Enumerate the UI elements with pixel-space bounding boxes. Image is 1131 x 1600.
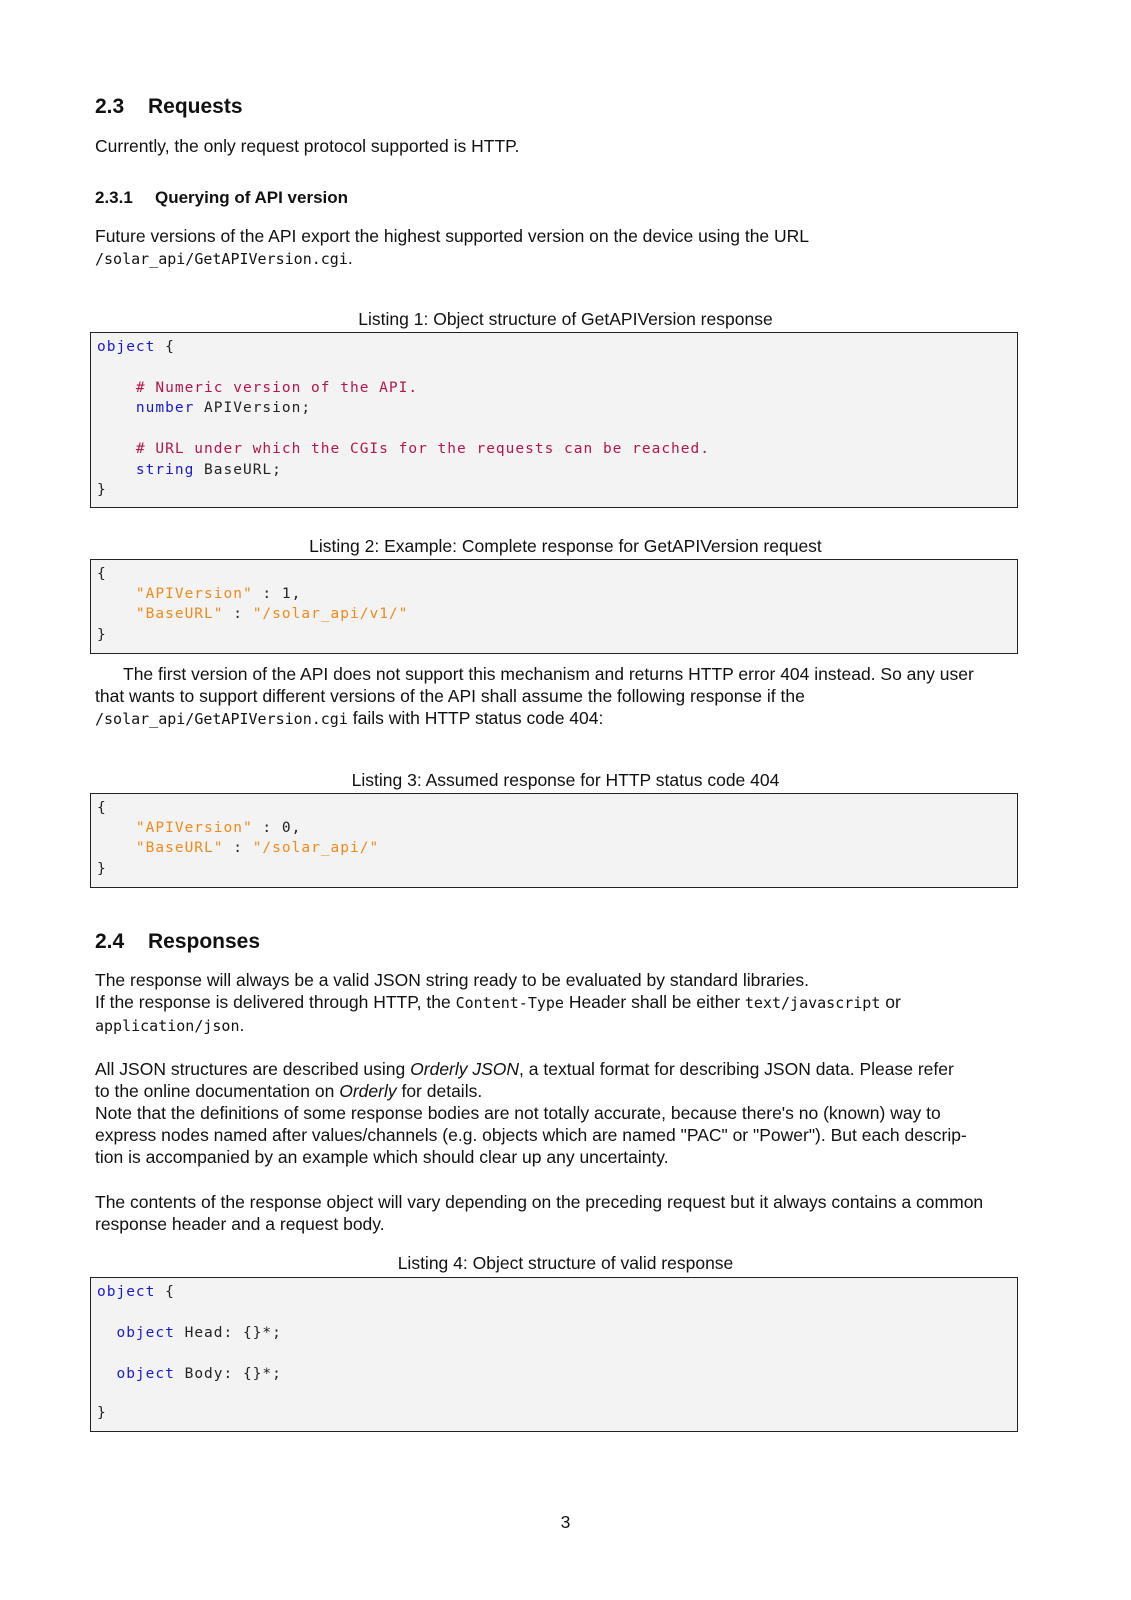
inline-code-application-json: application/json (95, 1017, 240, 1035)
section-heading-2-4 (95, 930, 260, 954)
emphasis-orderly-json: Orderly JSON (410, 1059, 520, 1079)
section-number: 2.3 (95, 95, 125, 118)
section-heading-2-3-1 (95, 188, 348, 208)
json-separator: : (223, 840, 253, 856)
paragraph-line (95, 991, 1020, 1014)
code-keyword: object (116, 1366, 175, 1382)
json-key: "BaseURL" (135, 840, 224, 856)
paragraph-line (95, 247, 809, 270)
responses-paragraph-1 (95, 969, 1020, 1037)
inline-code-url: /solar_api/GetAPIVersion.cgi (95, 710, 348, 728)
json-string-value: "/solar_api/v1/" (252, 606, 409, 622)
api-version-paragraph (95, 225, 809, 270)
responses-paragraph-3 (95, 1191, 1020, 1235)
page-number: 3 (560, 1512, 571, 1532)
inline-code-content-type: Content-Type (455, 994, 564, 1012)
code-keyword: object (116, 1325, 175, 1341)
paragraph-text: for details. (396, 1081, 483, 1101)
listing-4-caption: Listing 4: Object structure of valid response (397, 1253, 734, 1273)
paragraph-text: If the response is delivered through HTTP, the (95, 992, 456, 1012)
paragraph-text: , a textual format for describing JSON data. Please refer (519, 1059, 954, 1079)
code-indent (97, 586, 136, 602)
subsection-title: Querying of API version (155, 188, 349, 207)
code-keyword: object (97, 339, 156, 355)
code-text: Body: {}*; (174, 1366, 282, 1382)
listing-1-caption: Listing 1: Object structure of GetAPIVersion response (358, 309, 773, 329)
fallback-paragraph (95, 663, 1020, 730)
listing-2-caption: Listing 2: Example: Complete response for GetAPIVersion request (309, 536, 822, 556)
paragraph-line (95, 1014, 1020, 1037)
code-indent (97, 400, 136, 416)
json-key: "APIVersion" (135, 586, 253, 602)
code-indent (97, 606, 136, 622)
code-keyword: number (135, 400, 195, 416)
json-separator: : (223, 606, 253, 622)
paragraph-text: fails with HTTP status code 404: (347, 708, 604, 728)
emphasis-orderly: Orderly (339, 1081, 397, 1101)
code-indent (97, 820, 136, 836)
paragraph-line (95, 1058, 1020, 1080)
code-indent (97, 840, 136, 856)
code-text: { (155, 1284, 175, 1300)
json-string-value: "/solar_api/" (252, 840, 380, 856)
json-key: "APIVersion" (135, 820, 253, 836)
responses-paragraph-2 (95, 1058, 1020, 1168)
code-text: Head: {}*; (174, 1325, 282, 1341)
code-comment: # URL under which the CGIs for the requests can be reached. (97, 441, 710, 457)
paragraph-line: The first version of the API does not support this mechanism and returns HTTP error 404 instead. So any user (123, 664, 974, 684)
code-line (97, 339, 175, 355)
section-title: Responses (148, 930, 261, 953)
code-line: } (97, 627, 107, 643)
requests-intro: Currently, the only request protocol supported is HTTP. (95, 136, 520, 156)
code-line (97, 820, 301, 836)
json-value: 0, (281, 820, 302, 836)
code-line (97, 400, 311, 416)
paragraph-text: All JSON structures are described using (95, 1059, 411, 1079)
code-keyword: object (97, 1284, 156, 1300)
paragraph-text: Header shall be either (563, 992, 745, 1012)
code-line (97, 462, 282, 478)
section-number: 2.4 (95, 930, 125, 953)
code-text: BaseURL; (194, 462, 282, 478)
paragraph-line: that wants to support different versions of the API shall assume the following response if the (95, 686, 805, 706)
listing-1-code-block (90, 332, 1018, 508)
json-value: 1, (281, 586, 302, 602)
code-line (97, 1284, 175, 1300)
code-line (97, 1366, 282, 1382)
code-indent (97, 462, 136, 478)
paragraph-line (95, 707, 1020, 730)
sentence-end: . (239, 1015, 245, 1035)
paragraph-line: express nodes named after values/channels (e.g. objects which are named "PAC" or "Power"). But each descrip- (95, 1125, 967, 1145)
code-line: } (97, 861, 107, 877)
json-separator: : (252, 586, 282, 602)
code-indent (97, 1325, 116, 1341)
code-text: { (155, 339, 175, 355)
code-line: } (97, 482, 107, 498)
paragraph-line: Note that the definitions of some response bodies are not totally accurate, because there's no (known) way to (95, 1103, 941, 1123)
code-line (97, 840, 379, 856)
listing-4-code-block (90, 1277, 1018, 1432)
json-key: "BaseURL" (135, 606, 224, 622)
code-line (97, 606, 408, 622)
inline-code-url: /solar_api/GetAPIVersion.cgi (95, 250, 348, 268)
section-heading-2-3 (95, 95, 243, 119)
sentence-end: . (347, 248, 353, 268)
code-comment: # Numeric version of the API. (97, 380, 419, 396)
code-indent (97, 1366, 116, 1382)
paragraph-line: Future versions of the API export the highest supported version on the device using the URL (95, 226, 810, 246)
listing-3-caption: Listing 3: Assumed response for HTTP status code 404 (351, 770, 780, 790)
listing-3-code-block (90, 793, 1018, 888)
code-line (97, 1325, 282, 1341)
code-line: { (97, 800, 107, 816)
code-text: APIVersion; (194, 400, 312, 416)
code-keyword: string (135, 462, 195, 478)
paragraph-line (95, 1080, 1020, 1102)
paragraph-line: response header and a request body. (95, 1214, 385, 1234)
listing-2-code-block (90, 559, 1018, 654)
paragraph-line: The contents of the response object will vary depending on the preceding request but it always contains a common (95, 1192, 984, 1212)
paragraph-text: to the online documentation on (95, 1081, 340, 1101)
code-line (97, 586, 301, 602)
subsection-number: 2.3.1 (95, 188, 133, 207)
paragraph-text: or (880, 992, 901, 1012)
paragraph-line: tion is accompanied by an example which should clear up any uncertainty. (95, 1147, 669, 1167)
section-title: Requests (148, 95, 243, 118)
inline-code-text-javascript: text/javascript (744, 994, 881, 1012)
paragraph-line: The response will always be a valid JSON string ready to be evaluated by standard libraries. (95, 970, 809, 990)
code-line: { (97, 566, 107, 582)
json-separator: : (252, 820, 282, 836)
code-line: } (97, 1405, 107, 1421)
